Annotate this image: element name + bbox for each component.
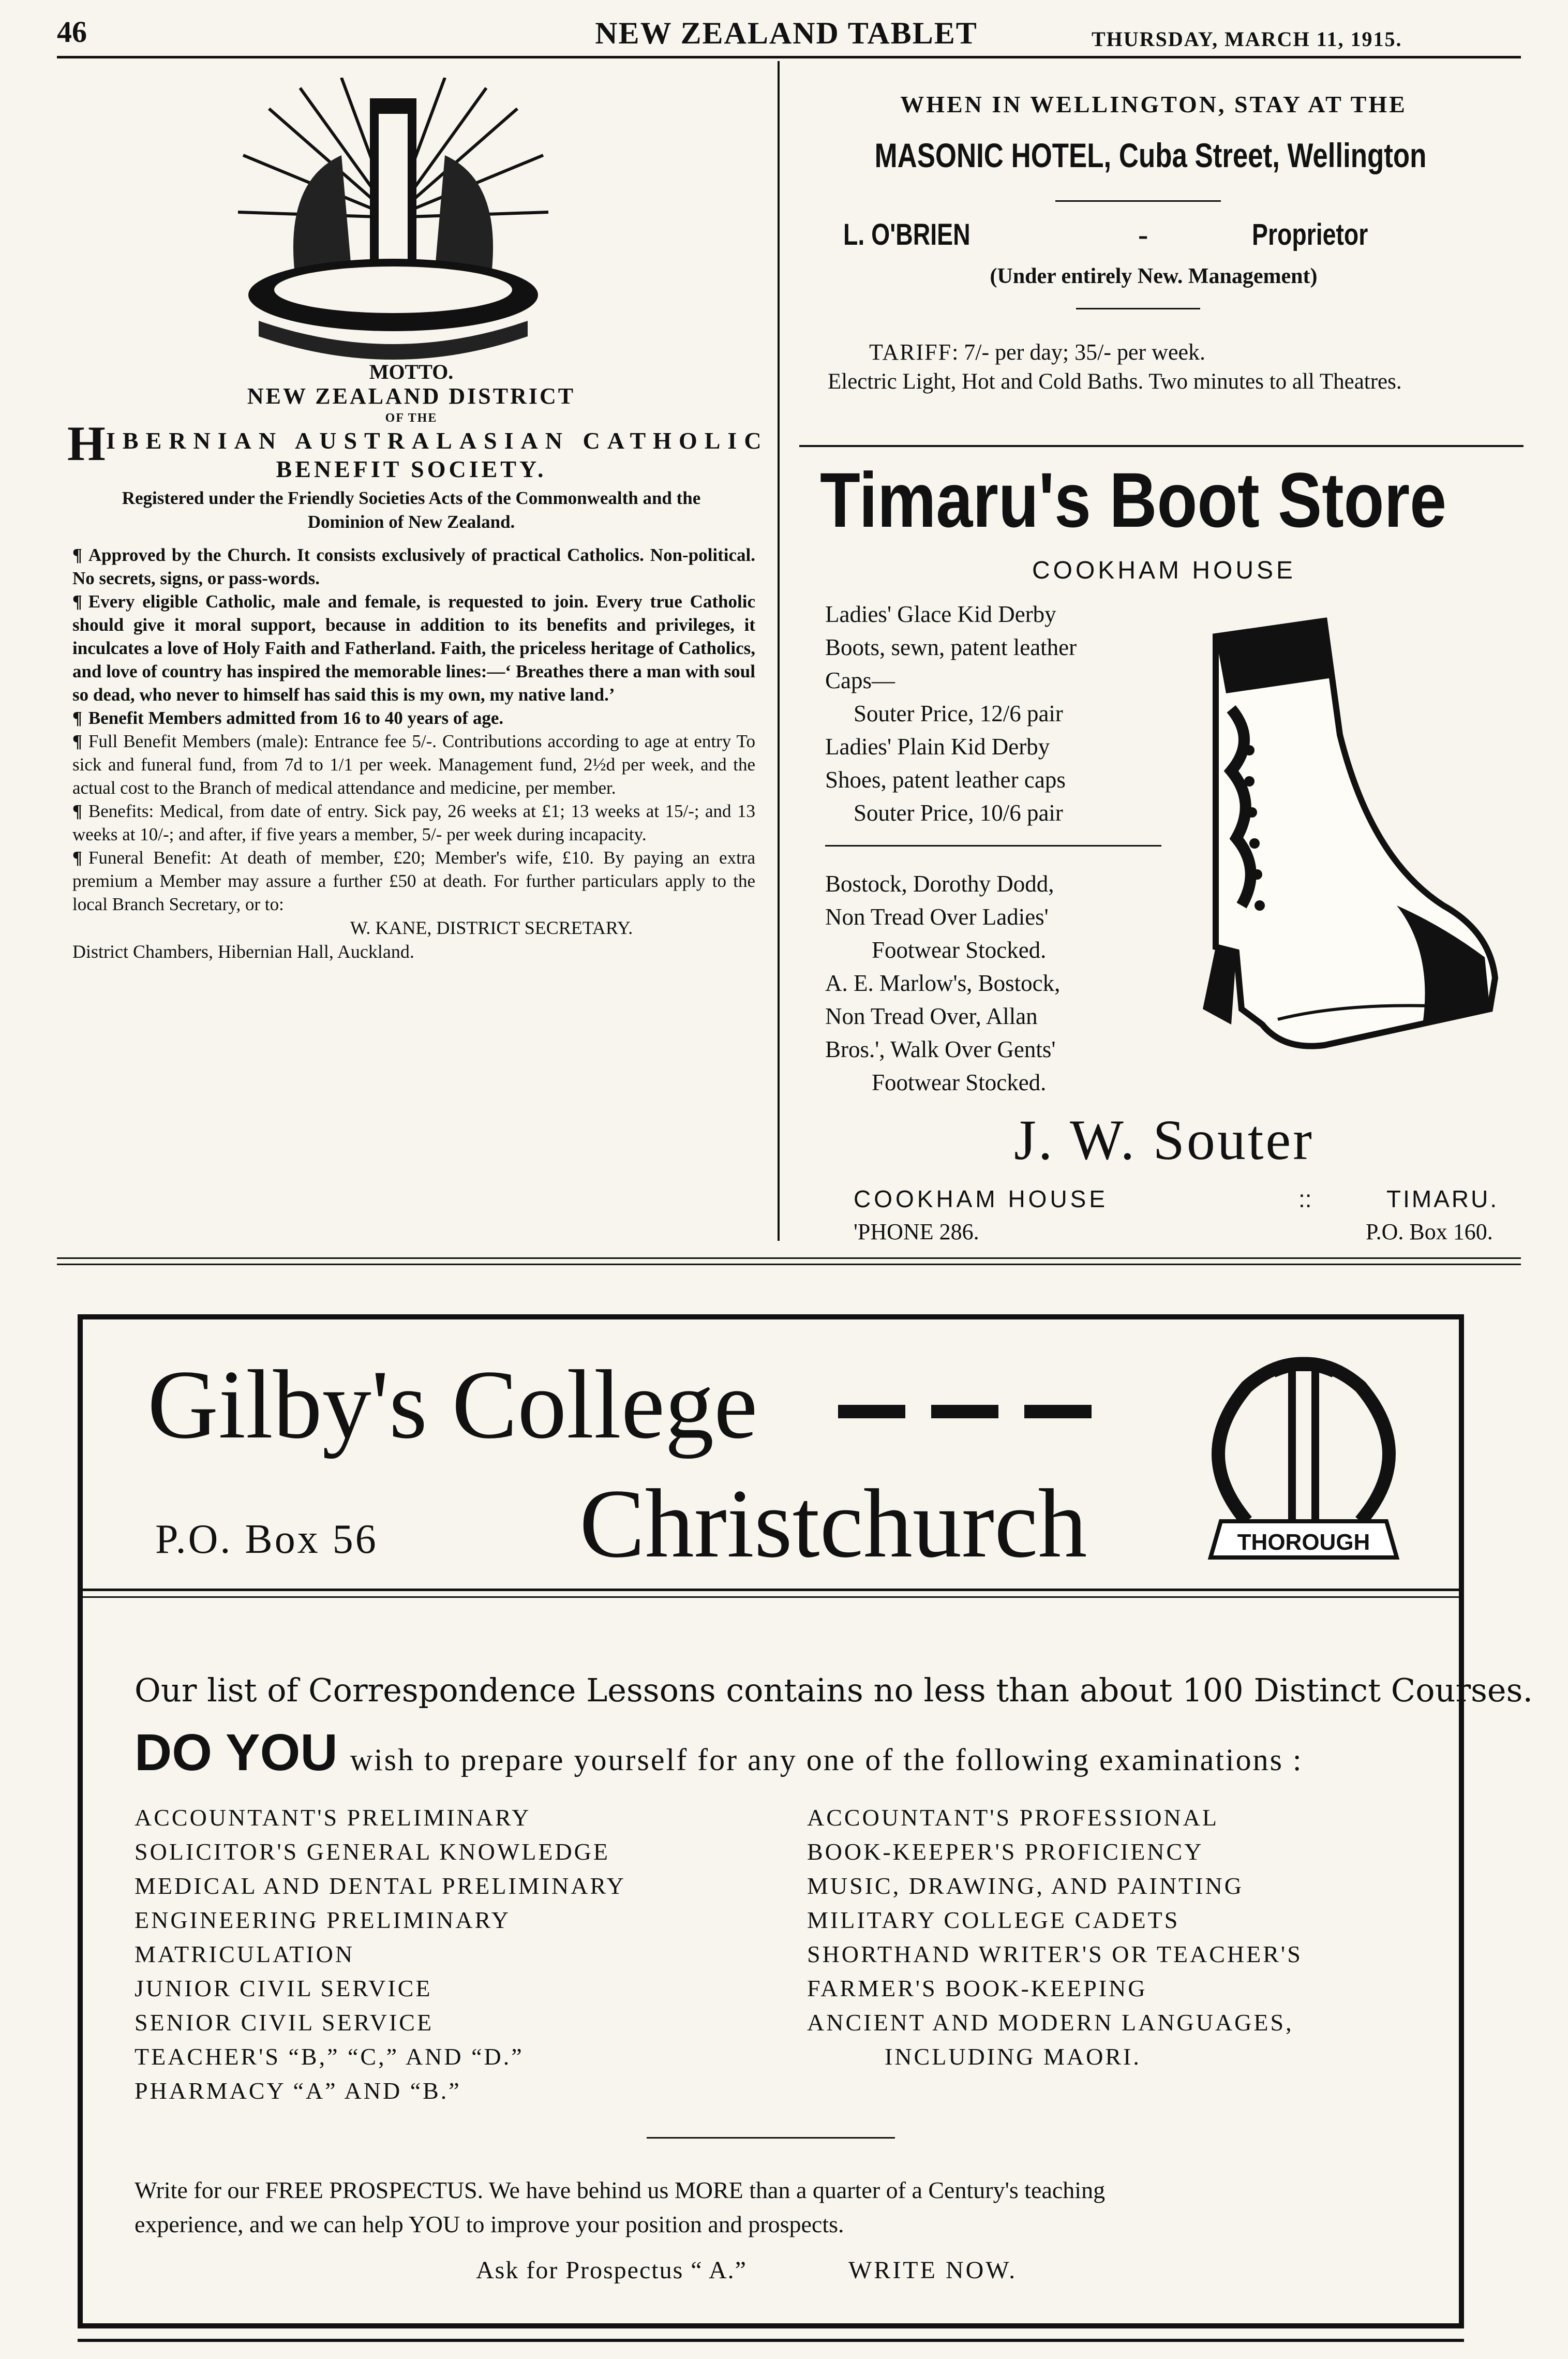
gilby-ask: Ask for Prospectus “ A.” <box>476 2257 747 2284</box>
ladies-boot-icon <box>1154 616 1511 1050</box>
masonic-owner: L. O'BRIEN <box>843 218 970 251</box>
hibernian-emblem-harp-icon <box>238 78 548 362</box>
gilbys-college-ad <box>78 1314 1533 2328</box>
gilby-exam-item: MUSIC, DRAWING, AND PAINTING <box>807 1873 1244 1899</box>
timaru-item2: Shoes, patent leather caps <box>825 767 1066 793</box>
gilby-exam-item: PHARMACY “A” AND “B.” <box>135 2078 461 2104</box>
gilby-city: Christchurch <box>579 1470 1087 1578</box>
timaru-box: P.O. Box 160. <box>1366 1219 1493 1244</box>
timaru-boot-store-ad <box>807 455 1521 1242</box>
gilby-do-you-line <box>135 1723 1303 1783</box>
timaru-brands-ladies: Bostock, Dorothy Dodd, <box>825 871 1054 897</box>
hibernian-paragraph: ¶ Funeral Benefit: At death of member, £20; Member's wife, £10. By paying an extra premium a Member may assure a further £50 at death. For further particulars apply to the local Branch Secretary, or to: <box>72 848 755 914</box>
gilby-exam-item: ACCOUNTANT'S PROFESSIONAL <box>807 1804 1219 1831</box>
timaru-brands-ladies: Footwear Stocked. <box>872 937 1047 963</box>
hibernian-ad <box>67 62 769 1247</box>
issue-date: THURSDAY, MARCH 11, 1915. <box>1092 27 1402 51</box>
timaru-item1: Caps— <box>825 667 895 693</box>
timaru-footer-town: TIMARU. <box>1386 1185 1499 1212</box>
gilby-write-now: WRITE NOW. <box>848 2257 1018 2284</box>
masthead-title: NEW ZEALAND TABLET <box>595 16 978 50</box>
masonic-tariff: TARIFF: 7/- per day; 35/- per week. <box>869 339 1206 365</box>
gilby-ornament <box>838 1405 1092 1418</box>
page-number: 46 <box>57 15 87 49</box>
timaru-brands-gents: A. E. Marlow's, Bostock, <box>825 970 1061 996</box>
masonic-dash: - <box>1138 218 1148 251</box>
header-rule <box>57 56 1521 58</box>
timaru-brands-ladies: Non Tread Over Ladies' <box>825 904 1049 930</box>
gilby-exam-item: MILITARY COLLEGE CADETS <box>807 1907 1180 1933</box>
hibernian-registered: Registered under the Friendly Societies Acts of the Commonwealth and the Dominion of New Zealand. <box>122 488 701 532</box>
timaru-title: Timaru's Boot Store <box>820 456 1447 543</box>
timaru-item2: Ladies' Plain Kid Derby <box>825 734 1050 760</box>
hibernian-title-line2: BENEFIT SOCIETY. <box>276 456 547 482</box>
section-rule <box>799 445 1524 447</box>
timaru-brands-gents: Bros.', Walk Over Gents' <box>825 1036 1056 1062</box>
gilby-box: P.O. Box 56 <box>155 1517 378 1562</box>
timaru-phone: 'PHONE 286. <box>854 1219 979 1244</box>
gilby-exam-item: SENIOR CIVIL SERVICE <box>135 2009 434 2036</box>
gilby-exam-item: ANCIENT AND MODERN LANGUAGES, <box>807 2009 1294 2036</box>
timaru-price1: Souter Price, 12/6 pair <box>854 701 1063 726</box>
gilby-badge-text: THOROUGH <box>1237 1530 1370 1555</box>
gilby-exam-item: FARMER'S BOOK-KEEPING <box>807 1975 1147 2001</box>
gilby-rule <box>647 2137 895 2139</box>
gilby-exam-item: ENGINEERING PRELIMINARY <box>135 1907 511 1933</box>
timaru-footer-sep: :: <box>1298 1185 1312 1212</box>
gilby-right-list <box>807 1801 1303 2074</box>
timaru-proprietor: J. W. Souter <box>1014 1108 1314 1171</box>
gilby-exam-item: BOOK-KEEPER'S PROFICIENCY <box>807 1838 1204 1865</box>
gilby-left-list <box>135 1801 626 2108</box>
gilby-exam-item: SHORTHAND WRITER'S OR TEACHER'S <box>807 1941 1303 1967</box>
hibernian-title-line1: IBERNIAN AUSTRALASIAN CATHOLIC <box>106 427 769 454</box>
hibernian-paragraph: ¶ Every eligible Catholic, male and female, is requested to join. Every true Catholic should give it moral support, because in addition to its benefits and privileges, it inculcates a love of Holy Faith and Fatherland. Faith, the priceless heritage of Catholics, and love of country has inspired the memorable lines:—‘ Breathes there a man with soul so dead, who never to himself has said this is my own, my native land.’ <box>72 591 755 705</box>
masonic-role: Proprietor <box>1252 218 1368 251</box>
gilby-write <box>135 2173 1407 2242</box>
hibernian-district: NEW ZEALAND DISTRICT <box>247 383 576 409</box>
gilby-college-name: Gilby's College <box>147 1351 758 1459</box>
footer-rule <box>78 2339 1464 2342</box>
section-rule <box>57 1257 1521 1259</box>
gilby-exam-item: MATRICULATION <box>135 1941 355 1967</box>
gilby-do-you: DO YOU <box>135 1724 338 1782</box>
gilby-prepare: wish to prepare yourself for any one of the following examinations : <box>350 1743 1303 1777</box>
gilby-write-line: experience, and we can help YOU to improve your position and prospects. <box>135 2211 844 2237</box>
hibernian-paragraph: ¶ Benefits: Medical, from date of entry. Sick pay, 26 weeks at £1; 13 weeks at 15/-; and 13 weeks at 10/-; and after, if five years a member, 5/- per week during incapacity. <box>72 801 755 844</box>
gilby-exam-item: INCLUDING MAORI. <box>885 2043 1141 2070</box>
hibernian-address: District Chambers, Hibernian Hall, Auckland. <box>72 941 414 962</box>
masonic-intro: WHEN IN WELLINGTON, STAY AT THE <box>900 91 1407 117</box>
gilby-rule <box>83 1596 1459 1598</box>
gilby-courses: Our list of Correspondence Lessons contains no less than about 100 Distinct Courses. <box>135 1671 1533 1709</box>
timaru-item1: Ladies' Glace Kid Derby <box>825 601 1056 627</box>
masonic-amenities: Electric Light, Hot and Cold Baths. Two minutes to all Theatres. <box>828 369 1402 394</box>
timaru-brands-gents: Non Tread Over, Allan <box>825 1003 1038 1029</box>
masonic-hotel-name: MASONIC HOTEL, Cuba Street, Wellington <box>874 136 1427 174</box>
masonic-rule <box>1055 200 1221 202</box>
gilby-exam-item: JUNIOR CIVIL SERVICE <box>135 1975 432 2001</box>
hibernian-signer: W. KANE, DISTRICT SECRETARY. <box>350 917 633 938</box>
gilby-exam-item: MEDICAL AND DENTAL PRELIMINARY <box>135 1873 626 1899</box>
hibernian-paragraph: ¶ Full Benefit Members (male): Entrance fee 5/-. Contributions according to age at entry To sick and funeral fund, from 7d to 1/1 per week. Management fund, 2½d per week, and the actual cost to the Branch of medical attendance and medicine, per member. <box>72 731 755 798</box>
timaru-footer-house: COOKHAM HOUSE <box>854 1185 1109 1212</box>
timaru-rule <box>825 845 1161 847</box>
gilby-write-line: Write for our FREE PROSPECTUS. We have behind us MORE than a quarter of a Century's teaching <box>135 2177 1106 2203</box>
hibernian-drop-cap: H <box>67 416 106 471</box>
section-rule <box>57 1264 1521 1265</box>
gilby-rule <box>83 1589 1459 1591</box>
timaru-price2: Souter Price, 10/6 pair <box>854 800 1063 826</box>
gilby-exam-item: TEACHER'S “B,” “C,” AND “D.” <box>135 2043 524 2070</box>
masonic-hotel-ad <box>807 91 1500 394</box>
column-divider <box>778 61 780 1241</box>
hibernian-paragraph: ¶ Benefit Members admitted from 16 to 40 years of age. <box>72 708 504 728</box>
gilby-monogram-logo <box>1200 1351 1407 1578</box>
timaru-brands-gents: Footwear Stocked. <box>872 1070 1047 1095</box>
timaru-item1: Boots, sewn, patent leather <box>825 634 1077 660</box>
masonic-tariff-label: TARIFF <box>869 339 952 365</box>
hibernian-paragraph: ¶ Approved by the Church. It consists exclusively of practical Catholics. Non-political. No secrets, signs, or pass-words. <box>72 545 755 588</box>
masonic-management: (Under entirely New. Management) <box>990 264 1318 288</box>
gilby-exam-item: SOLICITOR'S GENERAL KNOWLEDGE <box>135 1838 610 1865</box>
masonic-rule <box>1076 308 1200 309</box>
gilby-exam-item: ACCOUNTANT'S PRELIMINARY <box>135 1804 531 1831</box>
timaru-house: COOKHAM HOUSE <box>1032 557 1296 584</box>
hibernian-motto: MOTTO. <box>369 360 454 383</box>
hibernian-of-the: OF THE <box>385 411 438 425</box>
